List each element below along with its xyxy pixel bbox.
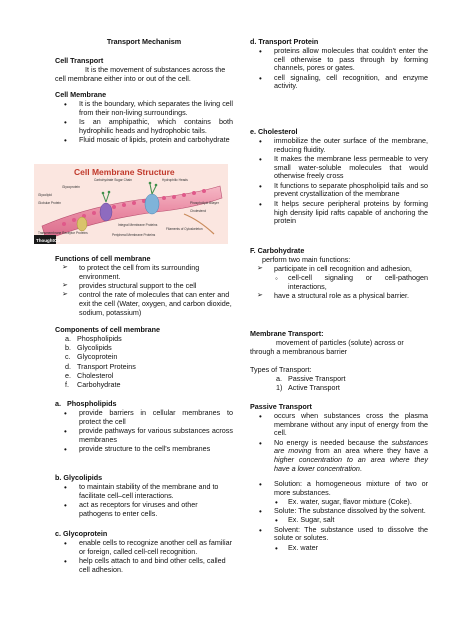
- list-item: e. Cholesterol: [65, 370, 114, 380]
- cell-transport-section: [55, 57, 233, 83]
- glycoprotein-section: [55, 530, 233, 575]
- list-item: • immobilize the outer surface of the membrane, reducing fluidity.: [250, 137, 428, 155]
- list-item: • act as receptors for viruses and other pathogens to enter cells.: [55, 501, 233, 519]
- membrane-transport-section: [250, 330, 428, 356]
- cell-transport-text: It is the movement of substances across the cell membrane either into or out of the cell.: [55, 64, 226, 83]
- list-item: b. Glycolipids: [65, 343, 112, 353]
- list-item: • It functions to separate phospholipid tails and so prevent crystallization of the membrane: [250, 182, 428, 200]
- glycoprotein-list: [55, 539, 233, 575]
- cholesterol-list: [250, 137, 428, 226]
- phospholipids-list: [55, 409, 233, 454]
- list-item: • Ex. Sugar, salt: [250, 516, 428, 525]
- list-item: ➢ provides structural support to the cell: [55, 282, 233, 291]
- types-section: [250, 366, 428, 393]
- list-item: • help cells attach to and bind other cells, called cell adhesion.: [55, 557, 233, 575]
- list-item: • cell signaling, cell recognition, and enzyme activity.: [250, 74, 428, 92]
- list-item: • proteins allow molecules that couldn't enter the cell otherwise to pass through by forming channels, pores or gates.: [250, 47, 428, 73]
- diagram-title: Cell Membrane Structure: [74, 167, 175, 177]
- list-item: ➢ control the rate of molecules that can enter and exit the cell (Water, oxygen, and carbon dioxide, sodium, potassium): [55, 291, 233, 317]
- list-item: ➢ have a structural role as a physical barrier.: [250, 292, 428, 301]
- components-list: [55, 335, 233, 390]
- list-item: • provide barriers in cellular membranes to protect the cell: [55, 409, 233, 427]
- list-item: • It is the boundary, which separates the living cell from their non-living surroundings.: [55, 100, 233, 118]
- types-list: [250, 375, 428, 393]
- list-item: • Solvent: The substance used to dissolve the solute or solutes.: [250, 526, 428, 544]
- components-section: [55, 326, 233, 390]
- phospholipids-section: [55, 400, 233, 454]
- list-item: • provide pathways for various substances across membranes: [55, 427, 233, 445]
- transport-protein-section: [250, 38, 428, 92]
- diagram-label: Peripheral Membrane Proteins: [112, 233, 156, 237]
- carbohydrate-list-2: [250, 292, 428, 301]
- functions-heading: Functions of cell membrane: [55, 254, 151, 263]
- diagram-label: Globular Protein: [38, 201, 62, 205]
- list-item: • Solution: a homogeneous mixture of two or more substances.: [250, 480, 428, 498]
- diagram-label: Filaments of Cytoskeleton: [166, 227, 203, 231]
- list-item: a. Phospholipids: [65, 333, 122, 343]
- list-item: • No energy is needed because the substances are moving from an area where they have a higher concentration to an area where they have a lower concentration.: [250, 439, 428, 474]
- list-item: • to maintain stability of the membrane and to facilitate cell–cell interactions.: [55, 483, 233, 501]
- list-item: a. Passive Transport: [276, 373, 346, 383]
- membrane-transport-heading: Membrane Transport:: [250, 329, 324, 338]
- membrane-transport-text: movement of particles (solute) across or through a membranous barrier: [250, 337, 404, 356]
- cell-membrane-heading: Cell Membrane: [55, 90, 107, 99]
- transport-protein-heading: d. Transport Protein: [250, 37, 319, 46]
- glycolipids-section: [55, 474, 233, 519]
- diagram-label: Glycolipid: [38, 193, 52, 197]
- diagram-label: Glycoprotein: [62, 185, 80, 189]
- thoughtco-logo: ThoughtCo: [36, 238, 60, 243]
- types-heading: Types of Transport:: [250, 365, 312, 374]
- cell-membrane-list: [55, 100, 233, 145]
- carbohydrate-heading: F. Carbohydrate: [250, 246, 305, 255]
- passive-transport-heading: Passive Transport: [250, 402, 312, 411]
- list-item: • Ex. water: [250, 544, 428, 553]
- carbohydrate-intro: perform two main functions:: [262, 254, 351, 264]
- diagram-label: Integral Membrane Proteins: [118, 223, 158, 227]
- list-item: ◦ cell-cell signaling or cell-pathogen interactions,: [250, 274, 428, 292]
- list-item: • Ex. water, sugar, flavor mixture (Coke).: [250, 498, 428, 507]
- cholesterol-section: [250, 128, 428, 227]
- carbohydrate-section: [250, 247, 428, 301]
- components-heading: Components of cell membrane: [55, 325, 161, 334]
- list-item: 1) Active Transport: [276, 383, 340, 393]
- passive-transport-section: [250, 403, 428, 553]
- diagram-label: Transmembrane Receptor Proteins: [38, 231, 88, 235]
- phospholipids-heading: a. Phospholipids: [55, 399, 117, 408]
- diagram-label: Cholesterol: [190, 209, 207, 213]
- transport-protein-list: [250, 47, 428, 91]
- page-title: Transport Mechanism: [106, 37, 182, 46]
- list-item: c. Glycoprotein: [65, 352, 118, 362]
- list-item: ➢ to protect the cell from its surrounding environment.: [55, 264, 233, 282]
- passive-transport-list: [250, 412, 428, 553]
- list-item: • Solute: The substance dissolved by the solvent.: [250, 507, 428, 516]
- list-item: • provide structure to the cell's membranes: [55, 445, 233, 454]
- list-item: ➢ participate in cell recognition and adhesion,: [250, 265, 428, 274]
- list-item: • enable cells to recognize another cell as familiar or foreign, called cell-cell recognition.: [55, 539, 233, 557]
- functions-list: [55, 264, 233, 318]
- cell-membrane-section: [55, 91, 233, 145]
- diagram-label: Carbohydrate Sugar Chain: [94, 178, 132, 182]
- list-item: • occurs when substances cross the plasma membrane without any input of energy from the cell.: [250, 412, 428, 438]
- functions-section: [55, 255, 233, 318]
- list-item: • It makes the membrane less permeable to very small water-soluble molecules that would otherwise freely cross: [250, 155, 428, 181]
- diagram-label: Phospholipid Bilayer: [190, 201, 219, 205]
- cell-membrane-diagram: [34, 164, 228, 244]
- list-item: d. Transport Proteins: [65, 361, 136, 371]
- list-item: • Is an amphipathic, which contains both hydrophilic heads and hydrophobic tails.: [55, 118, 233, 136]
- carbohydrate-sublist: [250, 274, 428, 292]
- list-item: f. Carbohydrate: [65, 380, 121, 390]
- cell-transport-heading: Cell Transport: [55, 56, 104, 65]
- glycoprotein-heading: c. Glycoprotein: [55, 529, 108, 538]
- list-item: • Fluid mosaic of lipids, protein and carbohydrate: [55, 136, 233, 145]
- glycolipids-list: [55, 483, 233, 519]
- list-item: • It helps secure peripheral proteins by forming high density lipid rafts capable of anchoring the protein: [250, 200, 428, 226]
- cholesterol-heading: e. Cholesterol: [250, 127, 298, 136]
- diagram-label: Hydrophilic Heads: [162, 178, 188, 182]
- glycolipids-heading: b. Glycolipids: [55, 473, 103, 482]
